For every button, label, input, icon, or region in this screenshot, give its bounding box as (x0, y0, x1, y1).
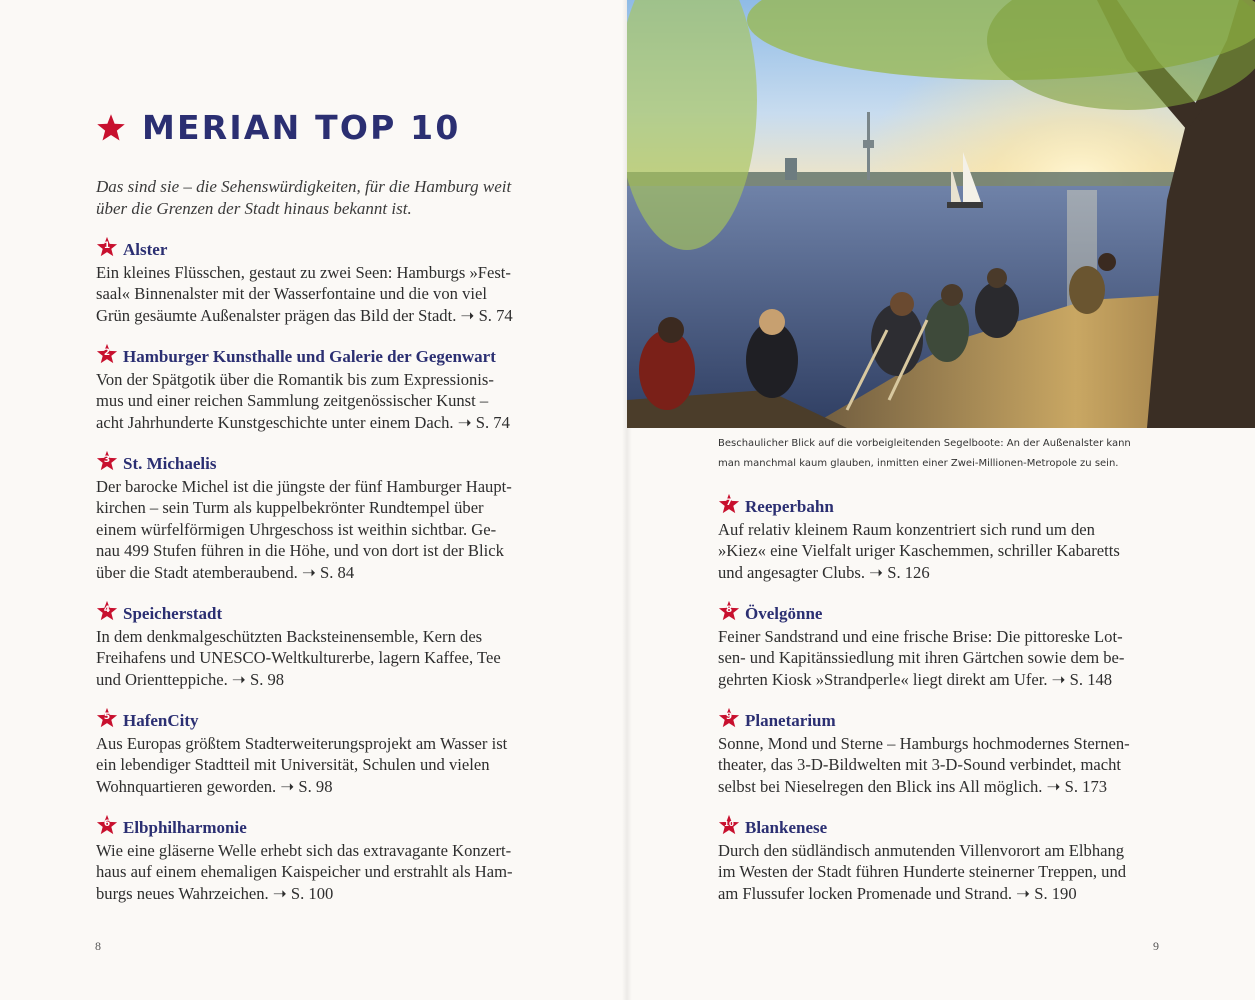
entry-kunsthalle (96, 345, 538, 433)
caption-line: Beschaulicher Blick auf die vorbeigleitenden Segelboote: An der Außenalster kann (718, 438, 1131, 449)
caption-line: man manchmal kaum glauben, inmitten einer Zwei-Millionen-Metropole zu sein. (718, 458, 1119, 469)
page-title (96, 108, 460, 147)
entry-title: HafenCity (123, 711, 199, 730)
entry-title: Reeperbahn (745, 497, 834, 516)
star-number-badge: 6 (96, 814, 118, 836)
star-number-badge: 1 (96, 236, 118, 258)
entry-title: Blankenese (745, 818, 828, 837)
entry-description: Von der Spätgotik über die Romantik bis zum Expressionis- mus und einer reichen Sammlung zeitgenössischer Kunst – acht Jahrhunderte Kunstgeschichte unter einem Dach. ➝ S. 74 (96, 370, 510, 432)
intro-line: Das sind sie – die Sehenswürdigkeiten, für die Hamburg weit (96, 177, 512, 196)
entry-description: Durch den südländisch anmutenden Villenvorort am Elbhang im Westen der Stadt führen Hunderte steinerner Treppen, und am Flussufer locken Promenade und Strand. ➝ S. 190 (718, 841, 1127, 903)
entry-st-michaelis (96, 452, 538, 583)
entry-title: Hamburger Kunsthalle und Galerie der Gegenwart (123, 347, 496, 366)
entry-description: Ein kleines Flüsschen, gestaut zu zwei Seen: Hamburgs »Fest- saal« Binnenalster mit der Wasserfontaine und die von viel Grün gesäumte Außenalster prägen das Bild der Stadt. ➝ S. 74 (96, 263, 513, 325)
entry-alster (96, 238, 538, 326)
entry-title: Speicherstadt (123, 604, 223, 623)
entry-description: In dem denkmalgeschützten Backsteinensemble, Kern des Freihafens und UNESCO-Weltkulturerbe, lagern Kaffee, Tee und Orientteppiche. ➝ S. 98 (96, 627, 501, 689)
entry-blankenese (718, 816, 1160, 904)
entry-hafencity (96, 709, 538, 797)
entry-description: Der barocke Michel ist die jüngste der fünf Hamburger Haupt- kirchen – sein Turm als kuppelbekrönter Rundtempel über einem würfelförmigen Uhrgeschoss ist weithin sichtbar. Ge- nau 499 Stufen führen in die Höhe, und von dort ist der Blick über die Stadt atemberaubend. ➝ S. 84 (96, 477, 512, 582)
star-number-badge: 3 (96, 450, 118, 472)
intro-line: über die Grenzen der Stadt hinaus bekannt ist. (96, 199, 412, 218)
entry-title: St. Michaelis (123, 454, 217, 473)
intro-text (96, 176, 542, 220)
star-icon (96, 113, 126, 143)
entry-oevelgoenne (718, 602, 1160, 690)
alster-photo (627, 0, 1255, 428)
entry-reeperbahn (718, 495, 1160, 583)
star-number-badge: 10 (718, 814, 740, 836)
entry-title: Planetarium (745, 711, 836, 730)
entry-title: Övelgönne (745, 604, 823, 623)
entry-description: Auf relativ kleinem Raum konzentriert sich rund um den »Kiez« eine Vielfalt uriger Kaschemmen, schriller Kabaretts und angesagter Clubs. ➝ S. 126 (718, 520, 1120, 582)
entry-title: Elbphilharmonie (123, 818, 247, 837)
page-number-left: 8 (95, 939, 101, 953)
star-number-badge: 7 (718, 493, 740, 515)
photo-caption (718, 434, 1168, 474)
title-text: MERIAN TOP 10 (142, 108, 461, 147)
entry-description: Aus Europas größtem Stadterweiterungsprojekt am Wasser ist ein lebendiger Stadtteil mit Universität, Schulen und vielen Wohnquartieren geworden. ➝ S. 98 (96, 734, 508, 796)
entry-planetarium (718, 709, 1160, 797)
entry-speicherstadt (96, 602, 538, 690)
star-number-badge: 9 (718, 707, 740, 729)
star-number-badge: 4 (96, 600, 118, 622)
star-number-badge: 8 (718, 600, 740, 622)
entry-description: Feiner Sandstrand und eine frische Brise: Die pittoreske Lot- sen- und Kapitänssiedlung mit ihren Gärtchen sowie dem be- gehrten Kiosk »Strandperle« liegt direkt am Ufer. ➝ S. 148 (718, 627, 1125, 689)
entry-description: Sonne, Mond und Sterne – Hamburgs hochmodernes Sternen- theater, das 3-D-Bildwelten mit 3-D-Sound verbindet, macht selbst bei Nieselregen den Blick ins All möglich. ➝ S. 173 (718, 734, 1130, 796)
star-number-badge: 5 (96, 707, 118, 729)
page-number-right: 9 (1153, 939, 1159, 953)
entry-description: Wie eine gläserne Welle erhebt sich das extravagante Konzert- haus auf einem ehemaligen Kaispeicher und erstrahlt als Ham- burgs neues Wahrzeichen. ➝ S. 100 (96, 841, 513, 903)
entry-title: Alster (123, 240, 168, 259)
entry-elbphilharmonie (96, 816, 538, 904)
star-number-badge: 2 (96, 343, 118, 365)
